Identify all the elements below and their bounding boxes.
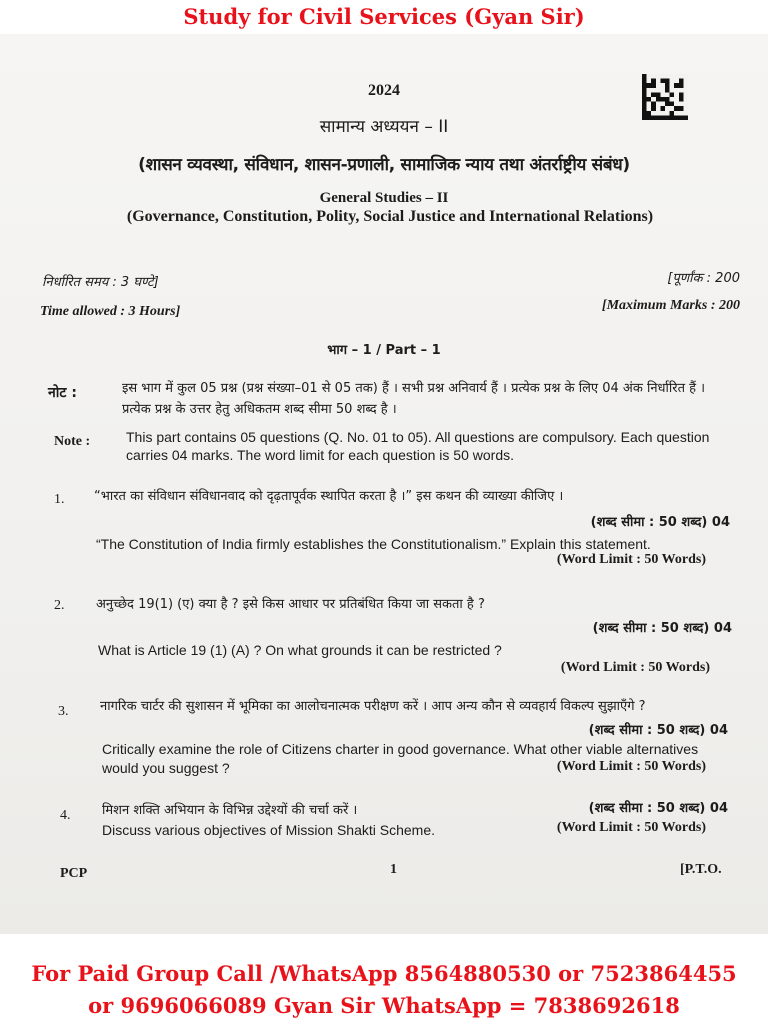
question-text-english: Discuss various objectives of Mission Shakti Scheme. <box>102 822 436 838</box>
title-english: General Studies – II <box>319 190 449 206</box>
question-text-hindi: अनुच्छेद 19(1) (ए) क्या है ? इसे किस आधार पर प्रतिबंधित किया जा सकता है ? <box>96 597 485 612</box>
time-allowed-english: Time allowed : 3 Hours] <box>40 304 181 319</box>
part-heading: भाग – 1 / Part – 1 <box>327 343 441 358</box>
question-number: 4. <box>60 808 71 823</box>
subtitle-english: (Governance, Constitution, Polity, Social Justice and International Relations) <box>126 208 654 225</box>
question-text-english: Critically examine the role of Citizens charter in good governance. What other viable alternatives would you suggest ? <box>102 741 699 776</box>
word-limit-english: (Word Limit : 50 Words) <box>556 552 706 567</box>
exam-year: 2024 <box>368 82 400 99</box>
question-number: 2. <box>54 598 65 613</box>
time-allowed-hindi: निर्धारित समय : 3 घण्टे] <box>42 275 159 290</box>
note-text-hindi: इस भाग में कुल 05 प्रश्न (प्रश्न संख्या–01 से 05 तक) हैं । सभी प्रश्न अनिवार्य हैं । प्रत्येक प्रश्न के लिए 04 अंक निर्धारित हैं । प्रत्येक प्रश्न के उत्तर हेतु अधिकतम शब्द सीमा 50 शब्द है । <box>122 381 706 417</box>
pto-label: [P.T.O. <box>680 862 722 877</box>
word-limit-english: (Word Limit : 50 Words) <box>556 820 706 835</box>
question-text-hindi: नागरिक चार्टर की सुशासन में भूमिका का आलोचनात्मक परीक्षण करें । आप अन्य कौन से व्यवहार्य विकल्प सुझाएँगे ? <box>100 699 646 714</box>
word-limit-hindi: (शब्द सीमा : 50 शब्द) 04 <box>588 723 728 738</box>
top-promo-banner: Study for Civil Services (Gyan Sir) <box>183 4 585 29</box>
question-text-english: “The Constitution of India firmly establishes the Constitutionalism.” Explain this statement. <box>96 536 651 552</box>
title-hindi: सामान्य अध्ययन – II <box>319 117 449 137</box>
max-marks-hindi: [पूर्णांक : 200 <box>667 271 740 286</box>
question-number: 3. <box>58 704 69 719</box>
question-text-hindi: मिशन शक्ति अभियान के विभिन्न उद्देश्यों की चर्चा करें । <box>102 803 358 818</box>
page-number: 1 <box>390 862 397 877</box>
word-limit-hindi: (शब्द सीमा : 50 शब्द) 04 <box>592 621 732 636</box>
word-limit-hindi: (शब्द सीमा : 50 शब्द) 04 <box>588 801 728 816</box>
contact-line-2: or 9696066089 Gyan Sir WhatsApp = 7838692618 <box>88 993 680 1018</box>
word-limit-english: (Word Limit : 50 Words) <box>560 660 710 675</box>
question-number: 1. <box>54 492 65 507</box>
bottom-contact-banner <box>0 958 768 1022</box>
word-limit-english: (Word Limit : 50 Words) <box>556 759 706 774</box>
note-text-english: This part contains 05 questions (Q. No. 01 to 05). All questions are compulsory. Each question carries 04 marks. The word limit for each question is 50 words. <box>126 429 710 463</box>
subtitle-hindi: (शासन व्यवस्था, संविधान, शासन-प्रणाली, सामाजिक न्याय तथा अंतर्राष्ट्रीय संबंध) <box>138 155 630 175</box>
question-text-english: What is Article 19 (1) (A) ? On what grounds it can be restricted ? <box>98 642 502 658</box>
max-marks-english: [Maximum Marks : 200 <box>601 298 740 313</box>
paper-code: PCP <box>60 866 88 881</box>
note-label-hindi: नोट : <box>48 385 77 401</box>
contact-line-1: For Paid Group Call /WhatsApp 8564880530 or 7523864455 <box>31 961 737 986</box>
word-limit-hindi: (शब्द सीमा : 50 शब्द) 04 <box>590 515 730 530</box>
question-text-hindi: “भारत का संविधान संविधानवाद को दृढ़तापूर्वक स्थापित करता है ।” इस कथन की व्याख्या कीजिए । <box>94 489 564 504</box>
note-label-english: Note : <box>54 434 91 449</box>
